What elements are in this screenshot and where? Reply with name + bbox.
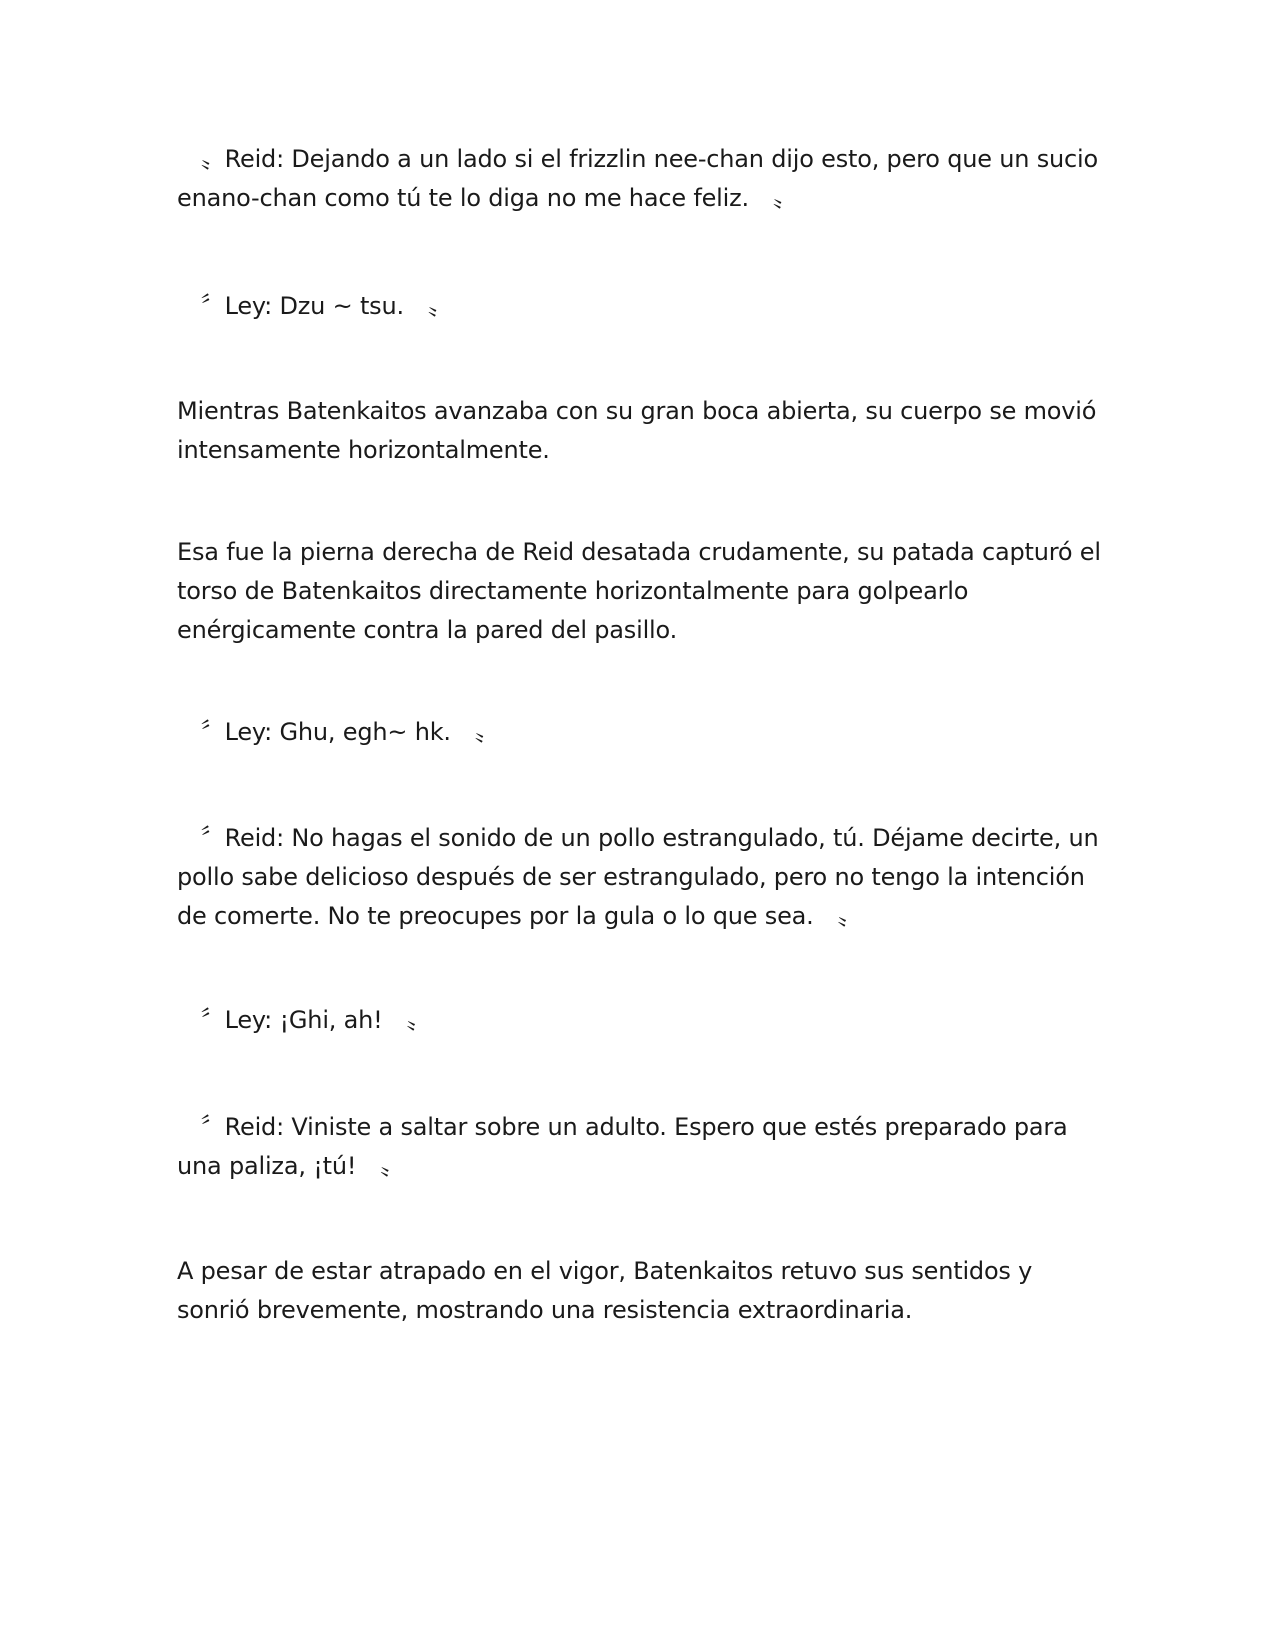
- paragraph-reid-dialogue-1: 〟Reid: Dejando a un lado si el frizzlin nee-chan dijo esto, pero que un sucio enano-chan como tú te lo diga no me hace feliz. 〟: [177, 145, 1098, 212]
- paragraph-reid-dialogue-3: 〞Reid: Viniste a saltar sobre un adulto. Espero que estés preparado para una paliza, ¡tú! 〟: [177, 1113, 1068, 1180]
- paragraph-narration-1: Mientras Batenkaitos avanzaba con su gran boca abierta, su cuerpo se movió intensamente horizontalmente.: [177, 397, 1097, 464]
- paragraph-narration-3: A pesar de estar atrapado en el vigor, Batenkaitos retuvo sus sentidos y sonrió brevemente, mostrando una resistencia extraordinaria.: [177, 1257, 1033, 1324]
- paragraph-ley-dialogue-1: 〞Ley: Dzu ~ tsu. 〟: [177, 292, 452, 320]
- paragraph-ley-dialogue-2: 〞Ley: Ghu, egh~ hk. 〟: [177, 718, 499, 746]
- paragraph-ley-dialogue-3: 〞Ley: ¡Ghi, ah! 〟: [177, 1006, 431, 1034]
- paragraph-reid-dialogue-2: 〞Reid: No hagas el sonido de un pollo estrangulado, tú. Déjame decirte, un pollo sabe delicioso después de ser estrangulado, pero no tengo la intención de comerte. No te preocupes por la gula o lo que sea. 〟: [177, 824, 1099, 930]
- paragraph-narration-2: Esa fue la pierna derecha de Reid desatada crudamente, su patada capturó el torso de Batenkaitos directamente horizontalmente para golpearlo enérgicamente contra la pared del pasillo.: [177, 538, 1101, 644]
